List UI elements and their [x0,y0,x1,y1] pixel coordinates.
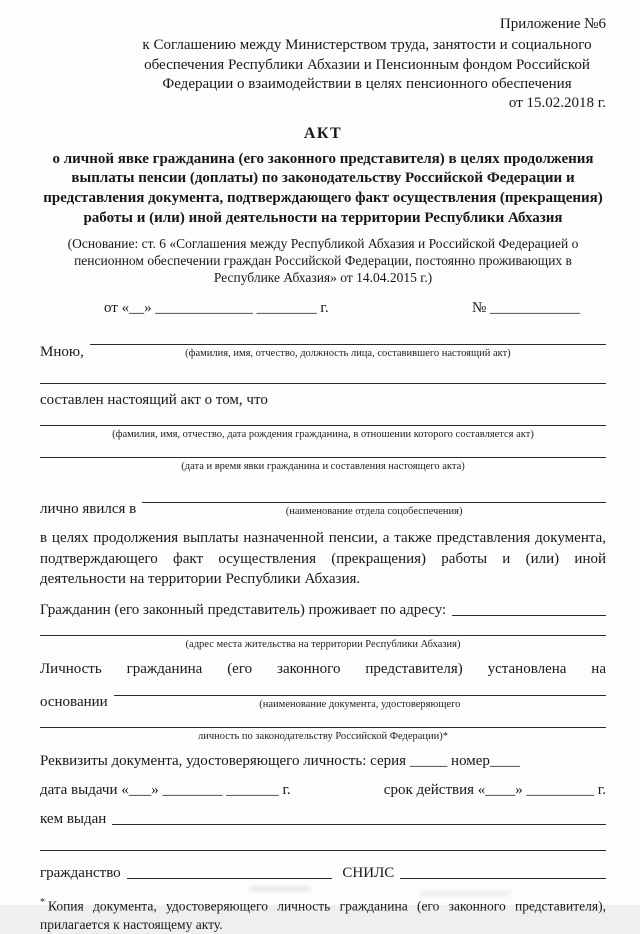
appeared-row [40,485,606,518]
department-caption: (наименование отдела соцобеспечения) [285,505,463,517]
footnote-marker: * [40,897,45,909]
drawn-up-label: составлен настоящий акт о том, что [40,391,268,408]
identity-doc-caption-top: (наименование документа, удостоверяющего [259,699,461,711]
appeared-label: лично явился в [40,500,137,517]
address-label: Гражданин (его законный представитель) проживает по адресу: [40,602,447,619]
identity-row [40,678,606,711]
address-row [40,602,606,619]
agreement-date: от 15.02.2018 г. [508,94,606,111]
citizenship-fill [127,878,333,879]
issued-by-row [40,811,606,828]
author-fill-line [90,327,606,345]
author-row [40,327,606,360]
identity-doc-fill-line-2 [40,711,606,728]
address-caption: (адрес места жительства на территории Республики Абхазия) [185,639,461,651]
citizenship-row [40,865,606,882]
address-fill-short [452,615,606,616]
validity-blank: срок действия «____» _________ г. [383,782,606,799]
by-me-label: Мною, [40,343,84,360]
datetime-caption: (дата и время явки гражданина и составления настоящего акта) [181,460,465,472]
citizenship-label: гражданство [40,865,121,882]
identity-doc-caption-bottom: личность по законодательству Российской Федерации)* [197,731,449,743]
address-fill-line [40,619,606,636]
annex-label: Приложение №6 [499,16,606,32]
act-number-blank: № ____________ [471,300,580,317]
issued-by-label: кем выдан [40,811,107,828]
identity-line1: Личность гражданина (его законного представителя) установлена на [40,661,606,678]
author-caption: (фамилия, имя, отчество, должность лица, составившего настоящий акт) [185,348,511,360]
agreement-header: к Соглашению между Министерством труда, занятости и социального обеспечения Республики Абхазии и Пенсионным фондом Российской Федерации о взаимодействии в целях пенсионного обеспечения [142,37,592,92]
citizen-fill-line [40,409,606,426]
act-subtitle: о личной явке гражданина (его законного представителя) в целях продолжения выплаты пенсии (доплаты) по законодательству Российской Федерации и представления документа, подтверждающего факт осуществления (прекращения) работы и (или) иной деятельности на территории Республики Абхазия [43,150,603,226]
author-blank [90,327,606,360]
identity-doc-fill-line [114,678,606,696]
date-number-row [40,300,606,317]
act-title: АКТ [303,124,343,142]
requisites-line: Реквизиты документа, удостоверяющего личность: серия _____ номер____ [40,753,520,770]
identity-basis-label: основании [40,694,108,711]
snils-fill [400,878,606,879]
purpose-paragraph: в целях продолжения выплаты назначенной пенсии, а также представления документа, подтверждающего факт осуществления (прекращения) работы и (или) иной деятельности на территории Республики Абхазия. [40,529,606,588]
author-fill-line-2 [40,367,606,384]
basis-note: (Основание: ст. 6 «Соглашения между Республикой Абхазия и Российской Федерацией о пенсионном обеспечении граждан Российской Федерации, постоянно проживающих в Республике Абхазия» от 14.04.2015 г.) [67,235,579,286]
issue-date-blank: дата выдачи «___» ________ _______ г. [40,782,291,799]
identity-doc-blank [114,678,606,711]
footnote [40,896,606,933]
issued-by-fill [112,824,606,825]
department-fill-line [142,485,606,503]
department-blank [142,485,606,518]
act-date-blank: от «__» _____________ ________ г. [104,300,329,317]
snils-label: СНИЛС [342,865,395,882]
dates-row [40,782,606,799]
scan-artifact [250,887,310,891]
datetime-fill-line [40,441,606,458]
footnote-text: Копия документа, удостоверяющего личность гражданина (его законного представителя), прилагается к настоящему акту. [40,898,606,932]
scan-artifact [420,892,510,895]
citizen-caption: (фамилия, имя, отчество, дата рождения гражданина, в отношении которого составляется акт) [112,428,534,440]
issued-by-fill-line-2 [40,834,606,851]
